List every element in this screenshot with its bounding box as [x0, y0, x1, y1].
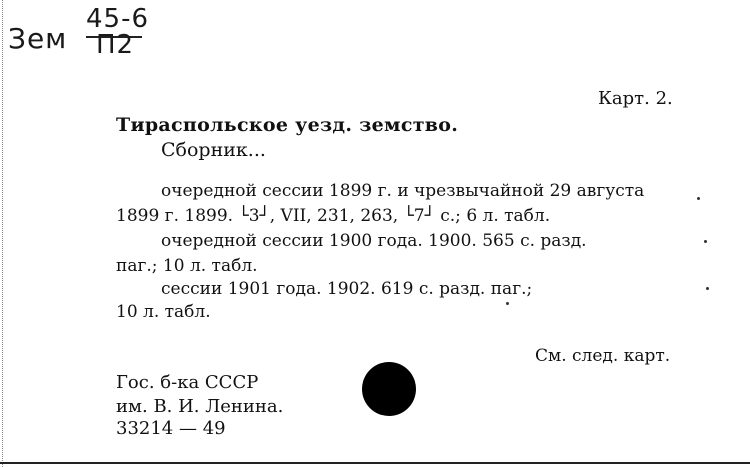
card-number: Карт. 2.: [598, 88, 673, 109]
ink-speck: [704, 240, 707, 243]
entry-line: сессии 1901 года. 1902. 619 с. разд. паг.;: [161, 279, 533, 299]
entry-line: 1899 г. 1899. └3┘, VII, 231, 263, └7┘ с.; 6 л. табл.: [116, 206, 551, 226]
ink-speck: [506, 302, 509, 305]
entry-line: паг.; 10 л. табл.: [116, 256, 258, 276]
handwritten-numerator: 45-6: [86, 4, 150, 34]
card-left-edge: [2, 0, 4, 467]
entry-line: 10 л. табл.: [116, 302, 211, 322]
entry-line: очередной сессии 1899 г. и чрезвычайной 29 августа: [161, 181, 645, 201]
ink-speck: [697, 197, 700, 200]
continuation-note: См. след. карт.: [535, 346, 671, 366]
entry-line: очередной сессии 1900 года. 1900. 565 с. разд.: [161, 231, 587, 251]
card-subtitle: Сборник...: [161, 139, 266, 161]
card-title: Тираспольское уезд. земство.: [116, 114, 459, 136]
library-inventory-number: 33214 — 49: [116, 418, 226, 439]
punch-hole: [362, 362, 416, 416]
handwritten-prefix: Зем: [8, 22, 68, 55]
library-dedication: им. В. И. Ленина.: [116, 396, 284, 417]
handwritten-denominator: П2: [96, 30, 135, 60]
ink-speck: [706, 287, 709, 290]
library-name: Гос. б-ка СССР: [116, 372, 259, 393]
card-bottom-edge: [0, 462, 750, 464]
